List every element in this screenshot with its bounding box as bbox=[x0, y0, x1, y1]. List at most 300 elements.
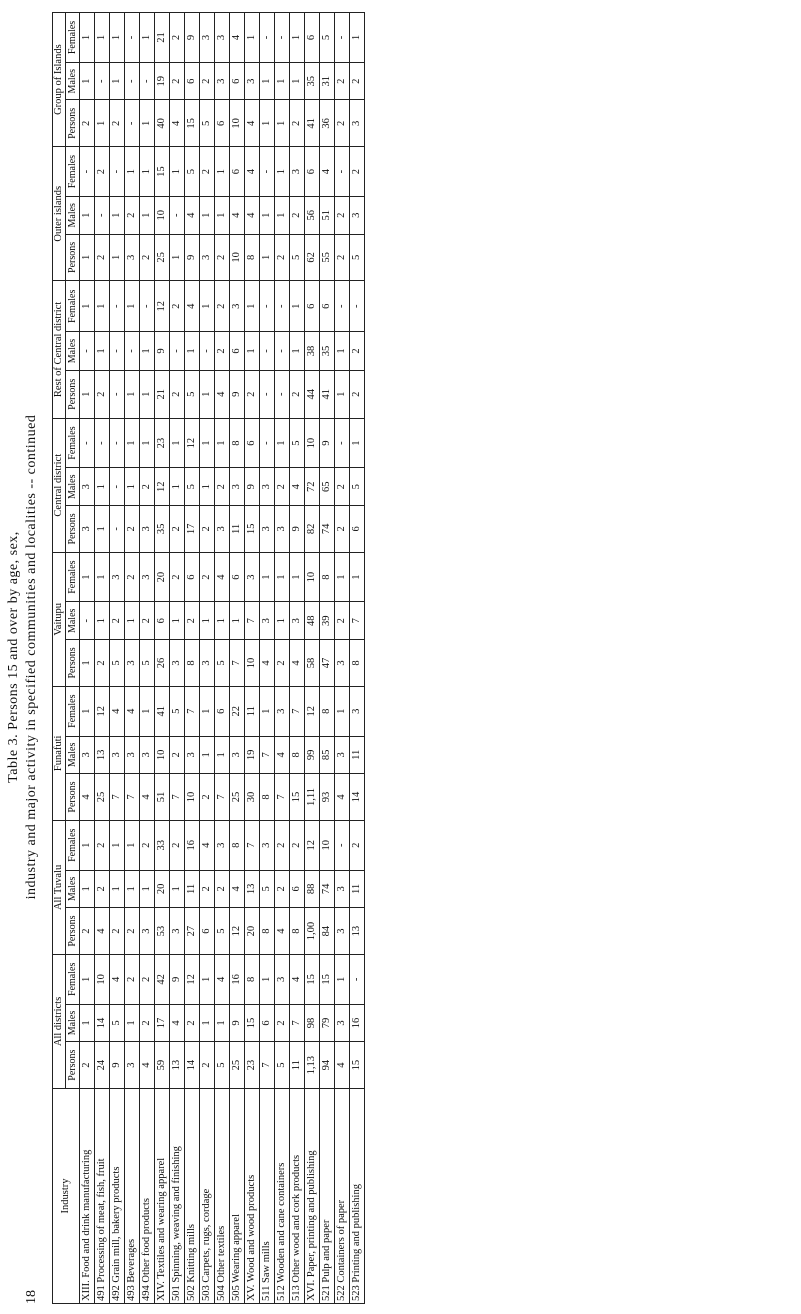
table-cell: 1 bbox=[139, 370, 154, 418]
table-cell: 7 bbox=[184, 686, 199, 736]
table-cell: 6 bbox=[214, 686, 229, 736]
table-cell: 1 bbox=[199, 602, 214, 640]
table-cell: 2 bbox=[94, 640, 109, 687]
table-cell: 99 bbox=[304, 736, 319, 774]
table-cell: 2 bbox=[349, 332, 364, 371]
table-cell: 1 bbox=[94, 468, 109, 506]
table-cell: 13 bbox=[244, 870, 259, 908]
table-cell: 1 bbox=[124, 468, 139, 506]
table-cell: 1,13 bbox=[304, 1042, 319, 1089]
table-cell: 10 bbox=[154, 196, 169, 234]
table-cell: 4 bbox=[334, 774, 349, 821]
table-cell: 72 bbox=[304, 468, 319, 506]
table-cell: 15 bbox=[349, 1042, 364, 1089]
table-cell: 59 bbox=[154, 1042, 169, 1089]
table-cell: - bbox=[94, 62, 109, 100]
table-cell: 47 bbox=[319, 640, 334, 687]
table-cell: 1 bbox=[214, 147, 229, 197]
table-cell: 31 bbox=[319, 62, 334, 100]
table-cell: 3 bbox=[199, 234, 214, 281]
table-cell: 1 bbox=[139, 418, 154, 468]
table-cell: - bbox=[109, 506, 124, 553]
table-cell: 1 bbox=[79, 370, 94, 418]
table-cell: 11 bbox=[184, 870, 199, 908]
table-cell: 74 bbox=[319, 506, 334, 553]
table-cell: 9 bbox=[229, 370, 244, 418]
table-cell: 1 bbox=[139, 147, 154, 197]
table-cell: 1 bbox=[274, 62, 289, 100]
table-cell: 1 bbox=[79, 234, 94, 281]
table-cell: 1 bbox=[94, 100, 109, 147]
table-cell: 35 bbox=[319, 332, 334, 371]
table-cell: 5 bbox=[139, 640, 154, 687]
table-cell: 2 bbox=[124, 954, 139, 1004]
header-group-8: Group of Islands bbox=[53, 13, 66, 147]
table-cell: 1 bbox=[94, 552, 109, 602]
table-cell: - bbox=[259, 370, 274, 418]
table-cell: - bbox=[334, 820, 349, 870]
table-cell: 1 bbox=[334, 552, 349, 602]
table-cell: 41 bbox=[304, 100, 319, 147]
table-cell: 3 bbox=[124, 1042, 139, 1089]
table-row bbox=[244, 13, 259, 1304]
table-cell: 3 bbox=[244, 552, 259, 602]
header-females-3: Females bbox=[65, 686, 79, 736]
table-cell: 3 bbox=[214, 13, 229, 63]
table-header-groups bbox=[53, 13, 66, 1304]
table-cell: 15 bbox=[154, 147, 169, 197]
table-cell: 7 bbox=[244, 602, 259, 640]
table-cell: 6 bbox=[229, 147, 244, 197]
table-cell: 62 bbox=[304, 234, 319, 281]
table-cell: - bbox=[259, 147, 274, 197]
header-persons-6: Persons bbox=[65, 370, 79, 418]
table-cell: 15 bbox=[244, 506, 259, 553]
table-caption-line-1: Table 3. Persons 15 and over by age, sex, bbox=[6, 531, 21, 783]
table-cell: 1 bbox=[94, 281, 109, 332]
table-cell: 23 bbox=[154, 418, 169, 468]
table-cell: 4 bbox=[94, 908, 109, 955]
header-industry: Industry bbox=[53, 1089, 80, 1304]
table-cell: 4 bbox=[274, 736, 289, 774]
header-group-7: Outer islands bbox=[53, 147, 66, 281]
table-cell: 7 bbox=[244, 820, 259, 870]
table-row bbox=[169, 13, 184, 1304]
table-cell: 9 bbox=[169, 954, 184, 1004]
table-cell: 2 bbox=[214, 281, 229, 332]
table-cell: 15 bbox=[304, 954, 319, 1004]
table-cell: 1 bbox=[244, 281, 259, 332]
table-cell: 6 bbox=[154, 602, 169, 640]
table-cell: 4 bbox=[259, 640, 274, 687]
table-cell: 41 bbox=[154, 686, 169, 736]
table-cell: 1 bbox=[274, 418, 289, 468]
table-cell: 2 bbox=[139, 468, 154, 506]
table-cell: 6 bbox=[259, 1004, 274, 1042]
table-cell: 1 bbox=[259, 686, 274, 736]
table-row bbox=[304, 13, 319, 1304]
table-cell: 1 bbox=[124, 418, 139, 468]
table-cell: 4 bbox=[109, 954, 124, 1004]
table-cell: 1 bbox=[289, 62, 304, 100]
table-cell: 5 bbox=[169, 686, 184, 736]
table-cell: 2 bbox=[274, 468, 289, 506]
table-cell: 1 bbox=[349, 13, 364, 63]
table-cell: 9 bbox=[109, 1042, 124, 1089]
table-cell: 1 bbox=[79, 954, 94, 1004]
table-cell: 2 bbox=[139, 820, 154, 870]
table-cell: 1 bbox=[199, 370, 214, 418]
table-cell: 3 bbox=[244, 62, 259, 100]
table-cell: 8 bbox=[319, 686, 334, 736]
header-persons-1: Persons bbox=[65, 1042, 79, 1089]
header-persons-7: Persons bbox=[65, 234, 79, 281]
table-cell: 14 bbox=[349, 774, 364, 821]
table-cell: 6 bbox=[304, 281, 319, 332]
table-cell: 5 bbox=[184, 468, 199, 506]
table-cell: 1 bbox=[79, 870, 94, 908]
header-group-6: Rest of Central district bbox=[53, 281, 66, 418]
table-cell: 2 bbox=[199, 506, 214, 553]
table-cell: 3 bbox=[274, 506, 289, 553]
table-cell: - bbox=[94, 196, 109, 234]
table-row bbox=[259, 13, 274, 1304]
table-cell: 1 bbox=[79, 1004, 94, 1042]
table-cell: 1 bbox=[139, 100, 154, 147]
table-cell: 11 bbox=[289, 1042, 304, 1089]
table-cell: - bbox=[259, 332, 274, 371]
table-body bbox=[79, 13, 364, 1304]
table-cell: 13 bbox=[94, 736, 109, 774]
table-cell: - bbox=[124, 13, 139, 63]
table-cell: 10 bbox=[184, 774, 199, 821]
table-cell: - bbox=[79, 418, 94, 468]
table-cell: 1 bbox=[139, 196, 154, 234]
table-cell: 12 bbox=[304, 820, 319, 870]
table-cell: 5 bbox=[109, 1004, 124, 1042]
table-cell: 1 bbox=[169, 418, 184, 468]
table-cell: 1 bbox=[94, 602, 109, 640]
table-cell: 3 bbox=[199, 640, 214, 687]
table-cell: 35 bbox=[154, 506, 169, 553]
table-cell: 2 bbox=[109, 908, 124, 955]
table-cell: 2 bbox=[169, 736, 184, 774]
table-cell: 1 bbox=[334, 370, 349, 418]
table-cell: 6 bbox=[349, 506, 364, 553]
table-cell: 3 bbox=[214, 820, 229, 870]
table-cell: 25 bbox=[229, 774, 244, 821]
table-row bbox=[154, 13, 169, 1304]
table-cell: 2 bbox=[94, 820, 109, 870]
table-cell: 1 bbox=[289, 552, 304, 602]
table-cell: 2 bbox=[139, 954, 154, 1004]
table-cell: 3 bbox=[199, 13, 214, 63]
table-cell: 36 bbox=[319, 100, 334, 147]
table-cell: 16 bbox=[229, 954, 244, 1004]
table-cell: 11 bbox=[349, 870, 364, 908]
header-males-6: Males bbox=[65, 332, 79, 371]
table-cell: 12 bbox=[184, 954, 199, 1004]
table-cell: - bbox=[124, 332, 139, 371]
table-cell: 7 bbox=[169, 774, 184, 821]
table-cell: 10 bbox=[94, 954, 109, 1004]
header-group-5: Central district bbox=[53, 418, 66, 552]
table-cell: 2 bbox=[214, 332, 229, 371]
table-cell: 10 bbox=[229, 100, 244, 147]
header-group-4: Vaitupu bbox=[53, 552, 66, 686]
table-cell: - bbox=[79, 602, 94, 640]
table-cell: 3 bbox=[259, 602, 274, 640]
table-cell: 9 bbox=[154, 332, 169, 371]
table-cell: 25 bbox=[229, 1042, 244, 1089]
table-cell: - bbox=[334, 147, 349, 197]
table-cell: 10 bbox=[304, 552, 319, 602]
table-cell: 4 bbox=[214, 954, 229, 1004]
table-cell: 94 bbox=[319, 1042, 334, 1089]
table-cell: 3 bbox=[334, 870, 349, 908]
table-cell: - bbox=[109, 418, 124, 468]
table-cell: 10 bbox=[229, 234, 244, 281]
table-cell: 2 bbox=[124, 552, 139, 602]
industry-label: XVI. Paper, printing and publishing bbox=[304, 1089, 319, 1304]
table-cell: 12 bbox=[154, 468, 169, 506]
table-cell: 5 bbox=[259, 870, 274, 908]
table-cell: 11 bbox=[244, 686, 259, 736]
table-cell: 41 bbox=[319, 370, 334, 418]
header-group-1: All districts bbox=[53, 954, 66, 1088]
table-cell: 6 bbox=[184, 62, 199, 100]
table-cell: 2 bbox=[274, 640, 289, 687]
table-cell: 4 bbox=[139, 774, 154, 821]
table-cell: 12 bbox=[94, 686, 109, 736]
table-cell: 2 bbox=[334, 506, 349, 553]
table-cell: 3 bbox=[259, 506, 274, 553]
table-cell: 93 bbox=[319, 774, 334, 821]
table-cell: 5 bbox=[319, 13, 334, 63]
table-cell: 1 bbox=[184, 332, 199, 371]
header-females-8: Females bbox=[65, 13, 79, 63]
industry-label: 493 Beverages bbox=[124, 1089, 139, 1304]
table-cell: - bbox=[274, 332, 289, 371]
table-cell: 3 bbox=[79, 468, 94, 506]
table-cell: 1 bbox=[169, 234, 184, 281]
table-cell: 1 bbox=[79, 640, 94, 687]
table-cell: 2 bbox=[289, 370, 304, 418]
table-cell: 1 bbox=[139, 870, 154, 908]
table-cell: 4 bbox=[229, 13, 244, 63]
table-cell: 24 bbox=[94, 1042, 109, 1089]
table-cell: 3 bbox=[229, 281, 244, 332]
table-cell: - bbox=[169, 196, 184, 234]
table-cell: 19 bbox=[244, 736, 259, 774]
table-cell: 4 bbox=[79, 774, 94, 821]
table-cell: 20 bbox=[154, 870, 169, 908]
table-cell: 1 bbox=[94, 506, 109, 553]
table-cell: 3 bbox=[229, 468, 244, 506]
table-cell: 2 bbox=[124, 196, 139, 234]
table-cell: - bbox=[94, 418, 109, 468]
table-cell: 6 bbox=[229, 552, 244, 602]
table-cell: 3 bbox=[289, 602, 304, 640]
table-cell: 9 bbox=[244, 468, 259, 506]
table-cell: 1 bbox=[109, 196, 124, 234]
table-cell: 3 bbox=[229, 736, 244, 774]
industry-label: 503 Carpets, rugs, cordage bbox=[199, 1089, 214, 1304]
table-cell: 3 bbox=[349, 196, 364, 234]
table-cell: 3 bbox=[259, 820, 274, 870]
table-cell: 3 bbox=[259, 468, 274, 506]
table-cell: 13 bbox=[349, 908, 364, 955]
table-cell: 58 bbox=[304, 640, 319, 687]
table-cell: 1 bbox=[109, 62, 124, 100]
table-row bbox=[214, 13, 229, 1304]
table-cell: - bbox=[259, 281, 274, 332]
table-cell: 1 bbox=[124, 1004, 139, 1042]
table-cell: - bbox=[334, 281, 349, 332]
industry-label: 523 Printing and publishing bbox=[349, 1089, 364, 1304]
table-cell: 16 bbox=[349, 1004, 364, 1042]
table-cell: - bbox=[124, 62, 139, 100]
table-cell: 8 bbox=[289, 908, 304, 955]
table-cell: 8 bbox=[244, 234, 259, 281]
table-cell: 85 bbox=[319, 736, 334, 774]
table-cell: 4 bbox=[184, 196, 199, 234]
table-cell: 9 bbox=[319, 418, 334, 468]
table-cell: 33 bbox=[154, 820, 169, 870]
table-cell: 1 bbox=[259, 234, 274, 281]
table-cell: - bbox=[334, 418, 349, 468]
table-cell: 1 bbox=[274, 552, 289, 602]
table-cell: 2 bbox=[109, 100, 124, 147]
table-cell: 7 bbox=[214, 774, 229, 821]
table-cell: 25 bbox=[154, 234, 169, 281]
table-cell: 6 bbox=[289, 870, 304, 908]
table-cell: 1 bbox=[109, 870, 124, 908]
table-cell: 2 bbox=[334, 234, 349, 281]
table-cell: 4 bbox=[124, 686, 139, 736]
table-cell: 5 bbox=[349, 234, 364, 281]
table-cell: 1 bbox=[124, 281, 139, 332]
header-group-3: Funafuti bbox=[53, 686, 66, 820]
table-cell: 2 bbox=[79, 100, 94, 147]
table-cell: 1 bbox=[139, 686, 154, 736]
table-cell: 4 bbox=[244, 147, 259, 197]
header-persons-5: Persons bbox=[65, 506, 79, 553]
table-row bbox=[124, 13, 139, 1304]
industry-label: XIV. Textiles and wearing apparel bbox=[154, 1089, 169, 1304]
table-cell: 4 bbox=[169, 1004, 184, 1042]
table-cell: 51 bbox=[319, 196, 334, 234]
table-cell: 4 bbox=[244, 100, 259, 147]
table-cell: 1 bbox=[139, 13, 154, 63]
table-cell: 1 bbox=[274, 100, 289, 147]
table-cell: 1 bbox=[199, 686, 214, 736]
table-cell: 12 bbox=[304, 686, 319, 736]
table-cell: - bbox=[109, 147, 124, 197]
table-cell: 1 bbox=[169, 602, 184, 640]
industry-label: 521 Pulp and paper bbox=[319, 1089, 334, 1304]
table-cell: 2 bbox=[199, 552, 214, 602]
table-cell: 8 bbox=[229, 418, 244, 468]
header-persons-8: Persons bbox=[65, 100, 79, 147]
table-cell: 39 bbox=[319, 602, 334, 640]
table-cell: 12 bbox=[154, 281, 169, 332]
table-cell: 1 bbox=[274, 147, 289, 197]
table-cell: 1 bbox=[124, 370, 139, 418]
table-cell: 15 bbox=[244, 1004, 259, 1042]
table-cell: 10 bbox=[154, 736, 169, 774]
table-cell: 4 bbox=[229, 870, 244, 908]
table-cell: 9 bbox=[184, 13, 199, 63]
table-cell: 9 bbox=[229, 1004, 244, 1042]
table-cell: - bbox=[79, 147, 94, 197]
table-cell: 98 bbox=[304, 1004, 319, 1042]
table-cell: 20 bbox=[154, 552, 169, 602]
table-cell: 1 bbox=[259, 62, 274, 100]
table-cell: - bbox=[259, 418, 274, 468]
table-cell: 1 bbox=[94, 332, 109, 371]
table-cell: 6 bbox=[214, 100, 229, 147]
table-cell: 6 bbox=[319, 281, 334, 332]
header-females-1: Females bbox=[65, 954, 79, 1004]
table-cell: 3 bbox=[334, 1004, 349, 1042]
table-cell: 2 bbox=[139, 1004, 154, 1042]
table-cell: 55 bbox=[319, 234, 334, 281]
header-males-3: Males bbox=[65, 736, 79, 774]
table-cell: 3 bbox=[109, 736, 124, 774]
table-row bbox=[349, 13, 364, 1304]
table-cell: 2 bbox=[199, 1042, 214, 1089]
table-cell: 51 bbox=[154, 774, 169, 821]
table-cell: - bbox=[334, 13, 349, 63]
table-cell: 13 bbox=[169, 1042, 184, 1089]
table-cell: 4 bbox=[289, 468, 304, 506]
header-females-7: Females bbox=[65, 147, 79, 197]
table-cell: 3 bbox=[139, 736, 154, 774]
industry-label: 494 Other food products bbox=[139, 1089, 154, 1304]
table-cell: 4 bbox=[244, 196, 259, 234]
table-row bbox=[199, 13, 214, 1304]
table-cell: 2 bbox=[214, 234, 229, 281]
industry-label: XV. Wood and wood products bbox=[244, 1089, 259, 1304]
table-cell: 3 bbox=[124, 640, 139, 687]
table-cell: 1 bbox=[259, 196, 274, 234]
table-cell: 1 bbox=[259, 100, 274, 147]
table-cell: 17 bbox=[184, 506, 199, 553]
table-cell: 4 bbox=[139, 1042, 154, 1089]
table-cell: 2 bbox=[199, 147, 214, 197]
table-cell: 15 bbox=[319, 954, 334, 1004]
table-row bbox=[79, 13, 94, 1304]
table-cell: 17 bbox=[154, 1004, 169, 1042]
table-cell: 14 bbox=[94, 1004, 109, 1042]
table-cell: 10 bbox=[304, 418, 319, 468]
table-cell: 1 bbox=[109, 234, 124, 281]
industry-label: 505 Wearing apparel bbox=[229, 1089, 244, 1304]
table-cell: 2 bbox=[94, 870, 109, 908]
table-cell: 1 bbox=[109, 820, 124, 870]
table-cell: 5 bbox=[274, 1042, 289, 1089]
table-row bbox=[229, 13, 244, 1304]
table-cell: 7 bbox=[349, 602, 364, 640]
table-cell: - bbox=[349, 281, 364, 332]
table-cell: 2 bbox=[124, 908, 139, 955]
table-cell: 3 bbox=[139, 506, 154, 553]
table-cell: 8 bbox=[229, 820, 244, 870]
table-cell: 1 bbox=[79, 686, 94, 736]
table-cell: 1,00 bbox=[304, 908, 319, 955]
table-cell: 2 bbox=[94, 234, 109, 281]
